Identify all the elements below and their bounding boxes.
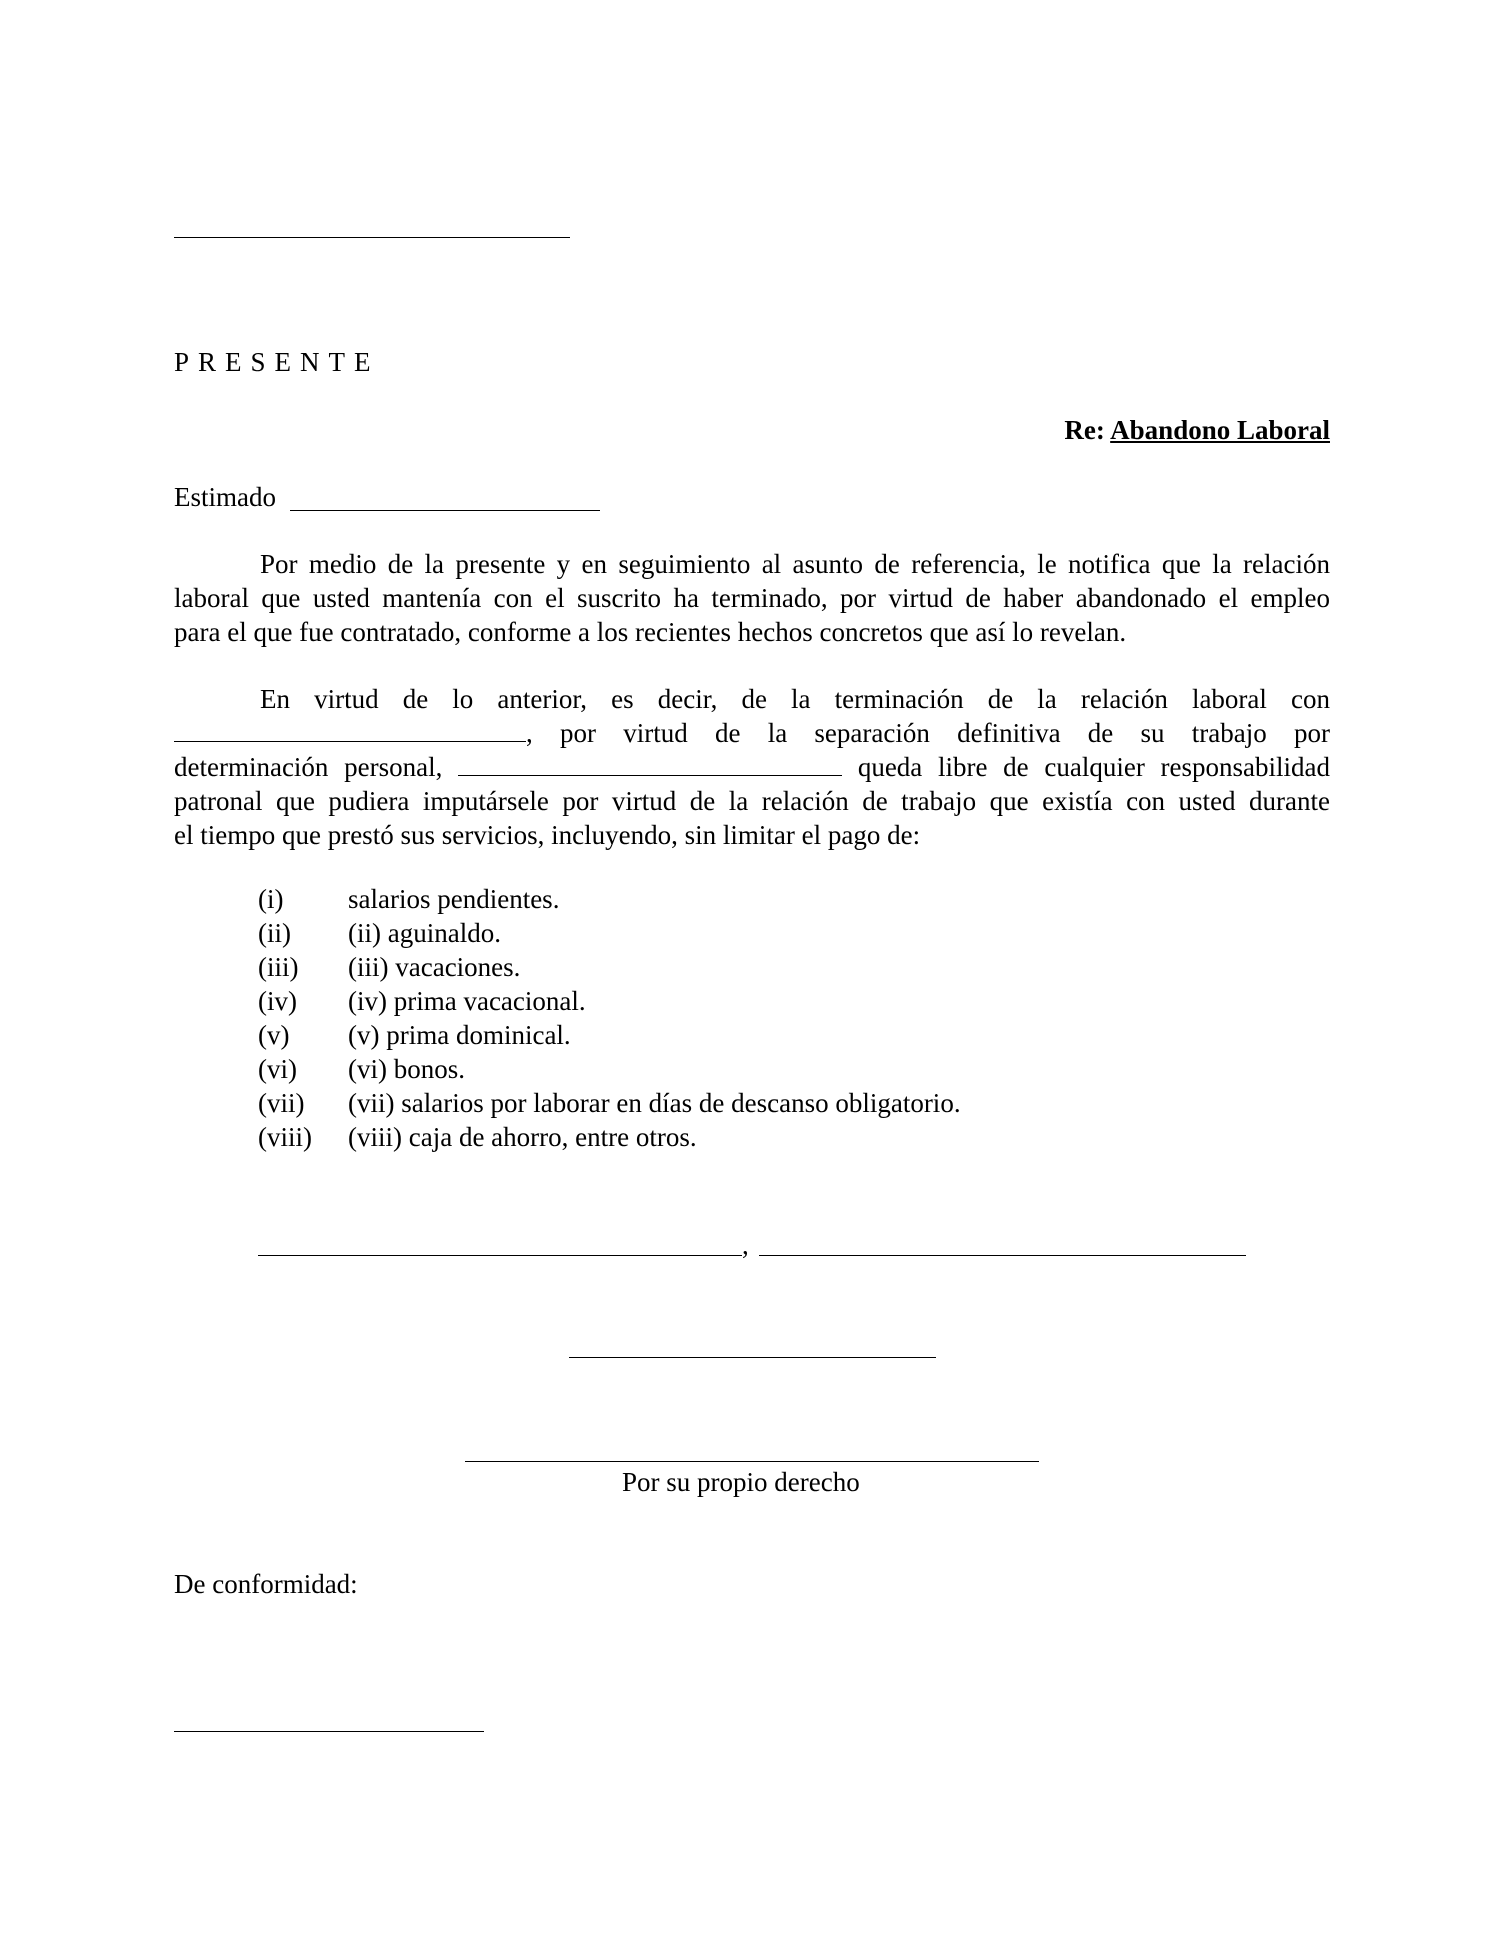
list-item-number: (ii): [258, 918, 291, 948]
reference-line: [1064, 413, 1330, 447]
list-item-text: (v) prima dominical.: [348, 1020, 571, 1050]
paragraph-2-line-3-end: queda libre de cualquier responsabilidad: [857, 752, 1331, 782]
paragraph-1-line-2: laboral que usted mantenía con el suscrito ha terminado, por virtud de haber abandonado el empleo: [174, 583, 1330, 613]
list-item: [258, 950, 961, 984]
agreement-label: De conformidad:: [174, 1569, 358, 1599]
paragraph-2-line-5: el tiempo que prestó sus servicios, incluyendo, sin limitar el pago de:: [174, 820, 921, 850]
list-item-number: (i): [258, 884, 284, 914]
place-date-separator: ,: [742, 1230, 749, 1260]
employee-name-blank: [174, 717, 526, 742]
list-item-text: (iv) prima vacacional.: [348, 986, 586, 1016]
payment-items-list: [258, 882, 961, 1154]
paragraph-1-line-3: para el que fue contratado, conforme a los recientes hechos concretos que así lo revelan.: [174, 617, 1127, 647]
signature-caption: Por su propio derecho: [622, 1467, 860, 1497]
list-item: [258, 1018, 961, 1052]
paragraph-2-line-1: En virtud de lo anterior, es decir, de la terminación de la relación laboral con: [260, 684, 1330, 714]
list-item: [258, 916, 961, 950]
reference-subject: Abandono Laboral: [1110, 415, 1330, 445]
list-item-number: (v): [258, 1020, 290, 1050]
paragraph-2-line-4: patronal que pudiera imputársele por virtud de la relación de trabajo que existía con usted durante: [174, 786, 1330, 816]
list-item-text: (vii) salarios por laborar en días de descanso obligatorio.: [348, 1088, 961, 1118]
list-item: [258, 984, 961, 1018]
list-item: [258, 1086, 961, 1120]
signature-line: [465, 1461, 1039, 1462]
list-item-text: (vi) bonos.: [348, 1054, 465, 1084]
paragraph-2-line-2-text: , por virtud de la separación definitiva de su trabajo por: [526, 718, 1330, 748]
list-item: [258, 1052, 961, 1086]
list-item-number: (vii): [258, 1088, 305, 1118]
reference-prefix: Re:: [1064, 415, 1105, 445]
paragraph-notification: [174, 547, 1330, 649]
list-item-text: (iii) vacaciones.: [348, 952, 521, 982]
recipient-name-line: [174, 237, 570, 238]
paragraph-2-line-3-start: determinación personal,: [174, 752, 443, 782]
list-item: [258, 1120, 961, 1154]
list-item-text: (viii) caja de ahorro, entre otros.: [348, 1122, 697, 1152]
list-item-text: (ii) aguinaldo.: [348, 918, 501, 948]
date-line: [759, 1255, 1246, 1256]
paragraph-2-line-2: [174, 716, 1330, 750]
salutation: [174, 480, 276, 514]
list-item-number: (iii): [258, 952, 299, 982]
list-item-number: (vi): [258, 1054, 297, 1084]
paragraph-2-line-3: [174, 750, 1330, 784]
salutation-word: Estimado: [174, 482, 276, 512]
employer-signature-line: [569, 1357, 936, 1358]
agreement-signature-line: [174, 1731, 484, 1732]
list-item-number: (viii): [258, 1122, 312, 1152]
salutation-name-line: [290, 510, 600, 511]
list-item: [258, 882, 961, 916]
list-item-text: salarios pendientes.: [348, 884, 560, 914]
list-item-number: (iv): [258, 986, 297, 1016]
presente-heading: PRESENTE: [174, 347, 380, 377]
place-line: [258, 1255, 742, 1256]
paragraph-release: [174, 682, 1330, 852]
employer-name-blank: [458, 751, 842, 776]
paragraph-1-line-1: Por medio de la presente y en seguimiento al asunto de referencia, le notifica que la relación: [260, 549, 1330, 579]
